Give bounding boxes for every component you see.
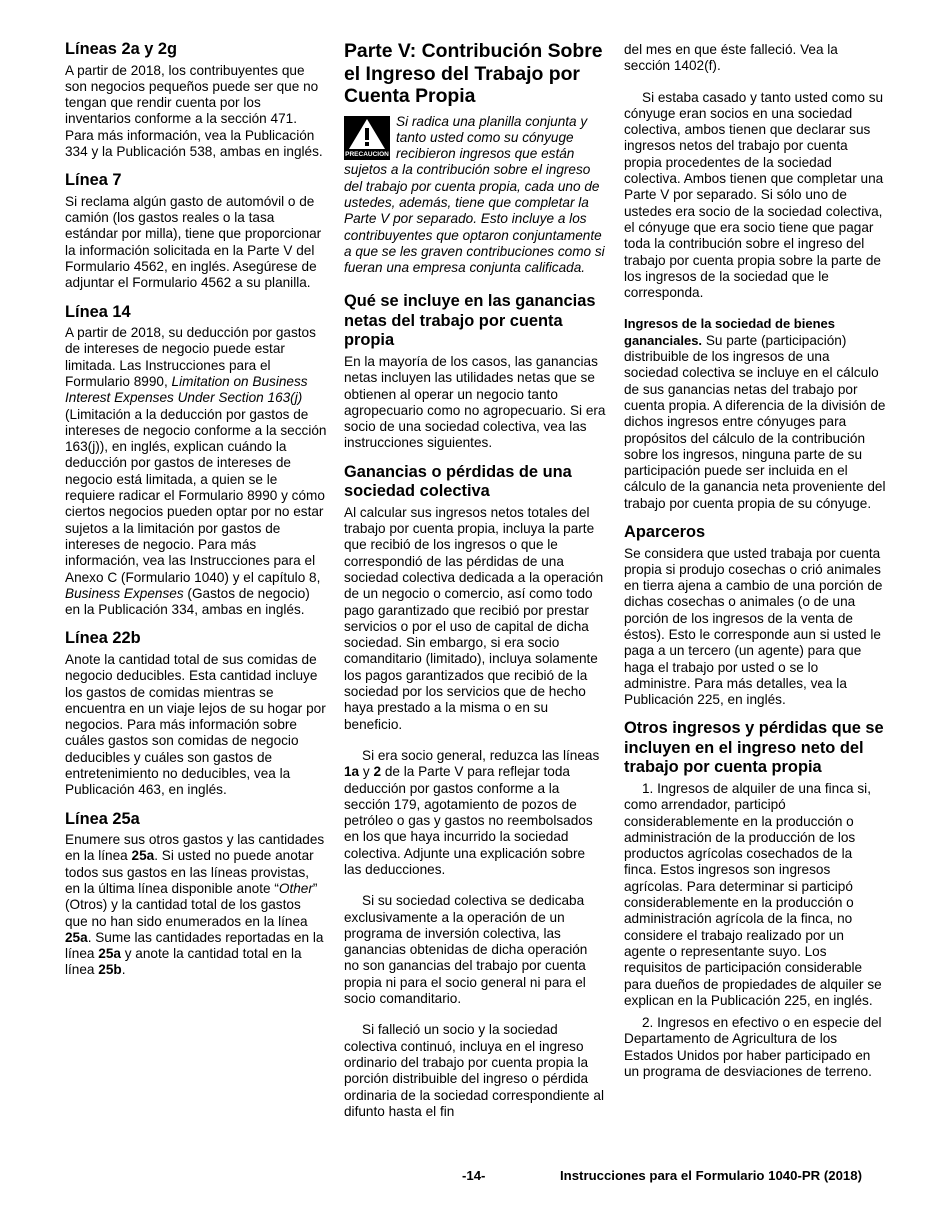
caution-note [344,114,606,277]
section-heading: Qué se incluye en las ganancias netas del trabajo por cuenta propia [344,292,596,350]
body-text: Al calcular sus ingresos netos totales del trabajo por cuenta propia, incluya la parte que recibió de los ingresos o que le correspondió de las pérdidas de una sociedad colectiva dedicada a la operación de un negocio o comercio, así como todo pago garantizado que recibió por prestar servicios o por el uso de capital de dicha sociedad. Sin embargo, si era socio comanditario (limitado), incluya solamente los pagos garantizados que recibió de la sociedad por los servicios que de hecho haya prestado a la misma o en su beneficio. [344,504,604,732]
column-3 [624,42,886,1080]
caution-text: Si radica una planilla conjunta y tanto usted como su cónyuge recibieron ingresos que están sujetos a la contribución sobre el ingreso del trabajo por cuenta propia, cada uno de ustedes, además, tiene que completar la Parte V por separado. Esto incluye a los contribuyentes que optaron conjuntamente a que se les graven contribuciones como si fueran una empresa conjunta calificada. [344,113,605,276]
section-heading: Otros ingresos y pérdidas que se incluyen en el ingreso neto del trabajo por cuenta propia [624,719,884,777]
run-in-heading: Ingresos de la sociedad de bienes gananciales. [624,316,835,348]
body-text: Si falleció un socio y la sociedad colectiva continuó, incluya en el ingreso ordinario del trabajo por cuenta propia la porción distribuible del ingreso o pérdida ordinaria de la sociedad correspondiente al difunto hasta el fin [344,1022,604,1119]
section-heading: Línea 7 [65,171,122,190]
list-item: 1. Ingresos de alquiler de una finca si, como arrendador, participó considerablemente en la producción o administración de la producción de los productos agrícolas cosechados de la finca. Estos ingresos son ingresos agrícolas. Para determinar si participó considerablemente en la producción o administración agrícola de la finca, no considere el trabajo realizado por un agente o representante suyo. Los requisitos de participación considerable para dueños de propiedades de alquiler se explican en la Publicación 225, en inglés. [624,780,882,1008]
publication-title: Business Expenses [65,585,184,601]
body-text: En la mayoría de los casos, las ganancias netas incluyen las utilidades netas que se obtienen al operar un negocio tanto agropecuario como no agropecuario. Si era socio de una sociedad colectiva, vea las instrucciones siguientes. [344,353,606,451]
section-heading: Líneas 2a y 2g [65,40,178,58]
body-text: Se considera que usted trabaja por cuenta propia si produjo cosechas o crió animales en tierra ajena a cambio de una porción de dichas cosechas o animales (o de una porción de los ingresos de la venta de éstos). Esto le corresponde aun si usted le paga a un tercero (un agente) para que haga el trabajo por usted o se lo administre. Para más detalles, vea la Publicación 225, en inglés. [624,545,883,708]
body-text: Anote la cantidad total de sus comidas de negocio deducibles. Esta cantidad incluye los gastos de comidas mientras se encuentra en un viaje lejos de su hogar por negocios. Para más información sobre cuáles gastos son comidas de negocio deducibles y cuáles son gastos de entretenimiento no deducibles, vea la Publicación 463, en inglés. [65,651,326,798]
body-text: A partir de 2018, su deducción por gastos de intereses de negocio puede estar limitada. Las Instrucciones para el Formulario 8990, Limitation on Business Interest Expenses Under Section 163(j) (Limitación a la deducción por gastos de intereses de negocio conforme a la sección 163(j)), en inglés, explican cuándo la deducción por gastos de intereses de negocio está limitada, a quien se le requiere radicar el Formulario 8990 y cómo ciertos negocios pueden optar por no estar sujetos a la limitación por gastos de intereses de negocio. Para más información, vea las Instrucciones para el Anexo C (Formulario 1040) y el capítulo 8, Business Expenses (Gastos de negocio) en la Publicación 334, ambas en inglés. [65,325,327,618]
section-heading: Ganancias o pérdidas de una sociedad colectiva [344,462,572,501]
footer-title: Instrucciones para el Formulario 1040-PR (2018) [560,1168,862,1183]
section-heading: Aparceros [624,523,706,542]
caution-label: PRECAUCION [345,150,389,158]
page-number: -14- [462,1168,486,1183]
caution-icon [344,116,390,160]
column-1 [65,40,327,979]
body-text: del mes en que éste falleció. Vea la sección 1402(f). [624,42,838,74]
body-text: Si su sociedad colectiva se dedicaba exclusivamente a la operación de un programa de inversión colectiva, las ganancias obtenidas de dicha operación no son ganancias del trabajo por cuenta propia ni para el socio general ni para el socio comanditario. [344,893,588,1007]
body-text: Si reclama algún gasto de automóvil o de camión (los gastos reales o la tasa estándar por milla), tiene que proporcionar la información solicitada en la Parte V del Formulario 4562, en inglés. Asegúrese de adjuntar el Formulario 4562 a su planilla. [65,193,322,291]
column-2 [344,40,606,1120]
body-text: Si era socio general, reduzca las líneas 1a y 2 de la Parte V para reflejar toda deducción por gastos conforme a la sección 179, agotamiento de pozos de petróleo o gas y gastos no reembolsados en los que haya incurrido la sociedad colectiva. Adjunte una explicación sobre las deducciones. [344,747,600,877]
body-text: Si estaba casado y tanto usted como su cónyuge eran socios en una sociedad colectiva, ambos tienen que declarar sus ingresos netos del trabajo por cuenta propia procedentes de la sociedad colectiva. Ambos tienen que completar una Parte V por separado. Si sólo uno de ustedes era socio de la sociedad colectiva, el cónyuge que era socio tiene que pagar toda la contribución sobre el ingreso del trabajo por cuenta propia sobre la parte de los ingresos de la sociedad que le corresponda. [624,89,884,301]
section-heading: Línea 22b [65,629,141,648]
list-item: 2. Ingresos en efectivo o en especie del Departamento de Agricultura de los Estados Unidos por haber participado en un programa de desviaciones de terreno. [624,1015,882,1080]
body-text: Ingresos de la sociedad de bienes gananciales. Su parte (participación) distribuible de los ingresos de una sociedad colectiva se incluye en el cálculo de sus ganancias netas del trabajo por cuenta propia. A diferencia de la división de dichos ingresos entre cónyuges para propósitos del cálculo de la contribución sobre los ingresos, ninguna parte de su participación puede ser incluida en el cálculo de la ganancia neta proveniente del trabajo por cuenta propia de su cónyuge. [624,316,886,511]
section-heading: Línea 14 [65,302,131,321]
part-title: Parte V: Contribución Sobre el Ingreso del Trabajo por Cuenta Propia [344,40,603,107]
body-text: Enumere sus otros gastos y las cantidades en la línea 25a. Si usted no puede anotar todos sus gastos en las líneas provistas, en la última línea disponible anote “Other” (Otros) y la cantidad total de los gastos que no han sido enumerados en la línea 25a. Sume las cantidades reportadas en la línea 25a y anote la cantidad total en la línea 25b. [65,832,325,978]
body-text: A partir de 2018, los contribuyentes que son negocios pequeños puede ser que no tengan que rendir cuenta por los inventarios conforme a la sección 471. Para más información, vea la Publicación 334 y la Publicación 538, ambas en inglés. [65,62,323,159]
section-heading: Línea 25a [65,809,140,828]
publication-title: Limitation on Business Interest Expenses Under Section 163(j) [65,373,308,406]
